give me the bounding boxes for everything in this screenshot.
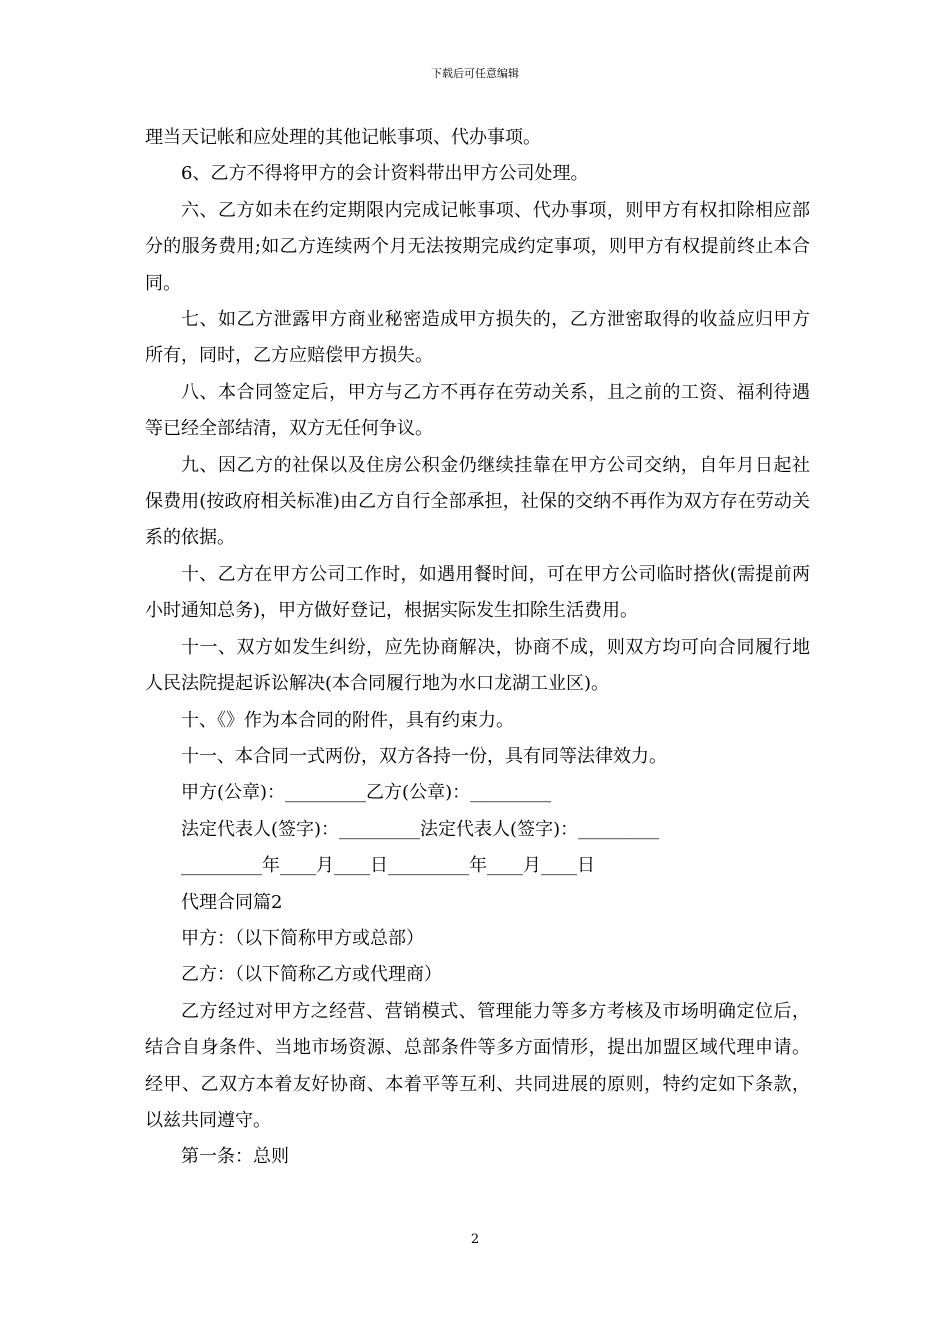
paragraph-continuation: 理当天记帐和应处理的其他记帐事项、代办事项。 [145,127,541,148]
paragraph-clause-11: 十一、双方如发生纠纷，应先协商解决，协商不成，则双方均可向合同履行地人民法院提起诉讼解决(本合同履行地为水口龙湖工业区)。 [145,636,810,695]
paragraph-attachment-clause: 十、《》作为本合同的附件，具有约束力。 [181,709,514,731]
party-b-line: 乙方：（以下简称乙方或代理商） [181,964,442,986]
article-1-heading: 第一条：总则 [181,1146,289,1168]
paragraph-copies-clause: 十一、本合同一式两份，双方各持一份，具有同等法律效力。 [181,745,667,767]
signature-representative-line: 法定代表人(签字)：_________法定代表人(签字)：_________ [181,818,660,840]
paragraph-clause-10: 十、乙方在甲方公司工作时，如遇用餐时间，可在甲方公司临时搭伙(需提前两小时通知总务)，甲方做好登记，根据实际发生扣除生活费用。 [145,563,810,622]
paragraph-item-6: 6、乙方不得将甲方的会计资料带出甲方公司处理。 [181,163,589,185]
party-a-line: 甲方：（以下简称甲方或总部） [181,927,424,949]
intro-paragraph: 乙方经过对甲方之经营、营销模式、管理能力等多方考核及市场明确定位后，结合自身条件、当地市场资源、总部条件等多方面情形，提出加盟区域代理申请。经甲、乙双方本着友好协商、本着平等互利、共同进展的原则，特约定如下条款，以兹共同遵守。 [145,1000,810,1131]
signature-seal-line: 甲方(公章)：_________乙方(公章)：_________ [181,782,552,804]
paragraph-clause-7: 七、如乙方泄露甲方商业秘密造成甲方损失的，乙方泄密取得的收益应归甲方所有，同时，乙方应赔偿甲方损失。 [145,309,810,367]
paragraph-clause-9: 九、因乙方的社保以及住房公积金仍继续挂靠在甲方公司交纳，自年月日起社保费用(按政府相关标准)由乙方自行全部承担，社保的交纳不再作为双方存在劳动关系的依据。 [145,454,810,549]
section-title: 代理合同篇2 [181,891,283,913]
document-body [145,120,810,1176]
page-number: 2 [470,1232,480,1247]
paragraph-clause-6: 六、乙方如未在约定期限内完成记帐事项、代办事项，则甲方有权扣除相应部分的服务费用;如乙方连续两个月无法按期完成约定事项，则甲方有权提前终止本合同。 [145,199,810,294]
page-header: 下载后可任意编辑 [431,67,519,80]
paragraph-clause-8: 八、本合同签定后，甲方与乙方不再存在劳动关系，且之前的工资、福利待遇等已经全部结清，双方无任何争议。 [145,381,810,440]
signature-date-line: _________年____月____日_________年____月____日 [181,855,595,877]
